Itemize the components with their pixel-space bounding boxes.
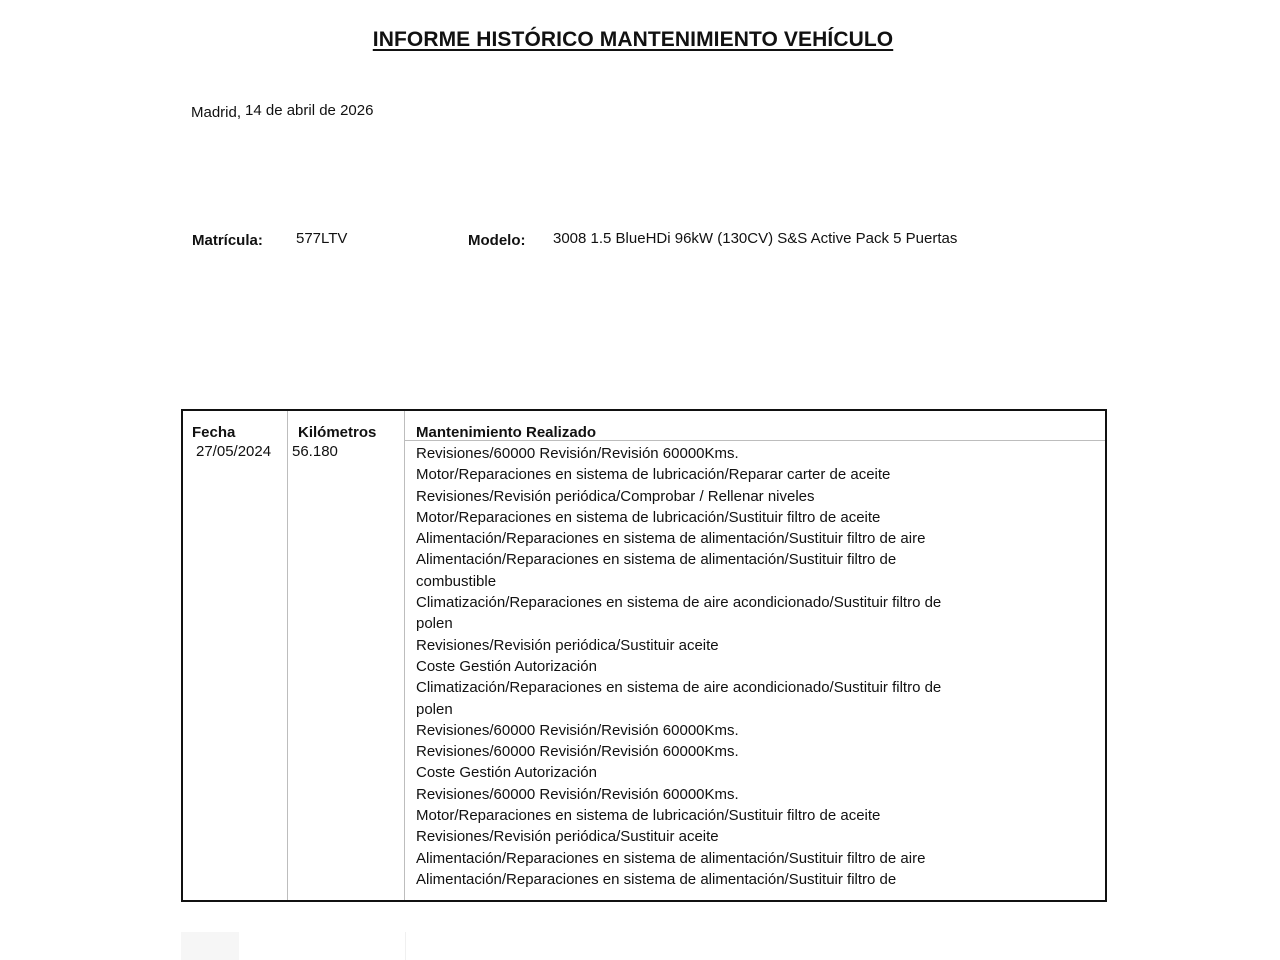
maintenance-item: Revisiones/Revisión periódica/Sustituir aceite: [416, 636, 719, 654]
maintenance-item: Revisiones/60000 Revisión/Revisión 60000Kms.: [416, 721, 739, 739]
maintenance-item: Motor/Reparaciones en sistema de lubricación/Sustituir filtro de aceite: [416, 807, 881, 825]
maintenance-item: Coste Gestión Autorización: [416, 764, 597, 782]
maintenance-item: Coste Gestión Autorización: [416, 657, 597, 675]
maintenance-item: Alimentación/Reparaciones en sistema de alimentación/Sustituir filtro de: [416, 551, 897, 569]
plate-label: Matrícula:: [192, 232, 263, 249]
maintenance-item: combustible: [416, 572, 497, 590]
header-mantenimiento: Mantenimiento Realizado: [416, 424, 597, 441]
next-page-fragment: [181, 932, 239, 960]
header-kilometros: Kilómetros: [298, 424, 377, 441]
maintenance-item: Revisiones/60000 Revisión/Revisión 60000Kms.: [416, 445, 739, 462]
maintenance-items-list: [416, 443, 986, 890]
row-fecha: 27/05/2024: [196, 443, 272, 460]
column-divider: [287, 411, 288, 900]
header-fecha: Fecha: [192, 424, 236, 441]
maintenance-item: polen: [416, 615, 453, 633]
plate-value: 577LTV: [296, 230, 348, 247]
maintenance-item: Alimentación/Reparaciones en sistema de alimentación/Sustituir filtro de aire: [416, 530, 926, 548]
maintenance-item: Revisiones/60000 Revisión/Revisión 60000Kms.: [416, 743, 739, 761]
row-kilometros: 56.180: [292, 443, 338, 460]
maintenance-table: [181, 409, 1107, 902]
maintenance-item: Climatización/Reparaciones en sistema de aire acondicionado/Sustituir filtro de: [416, 679, 942, 697]
column-divider: [404, 411, 405, 900]
report-place: Madrid,: [191, 104, 242, 121]
maintenance-item: Revisiones/Revisión periódica/Comprobar / Rellenar niveles: [416, 487, 815, 505]
maintenance-item: Motor/Reparaciones en sistema de lubricación/Sustituir filtro de aceite: [416, 508, 881, 526]
maintenance-item: Alimentación/Reparaciones en sistema de alimentación/Sustituir filtro de: [416, 870, 897, 888]
maintenance-item: Revisiones/Revisión periódica/Sustituir aceite: [416, 828, 719, 846]
model-value: 3008 1.5 BlueHDi 96kW (130CV) S&S Active Pack 5 Puertas: [553, 230, 958, 247]
maintenance-item: Climatización/Reparaciones en sistema de aire acondicionado/Sustituir filtro de: [416, 594, 942, 612]
maintenance-item: Alimentación/Reparaciones en sistema de alimentación/Sustituir filtro de aire: [416, 849, 926, 867]
maintenance-item: Revisiones/60000 Revisión/Revisión 60000Kms.: [416, 785, 739, 803]
next-page-divider: [405, 932, 406, 960]
maintenance-item: Motor/Reparaciones en sistema de lubricación/Reparar carter de aceite: [416, 466, 891, 484]
model-label: Modelo:: [468, 232, 526, 249]
maintenance-item: polen: [416, 700, 453, 718]
report-title: INFORME HISTÓRICO MANTENIMIENTO VEHÍCULO: [372, 28, 894, 51]
report-date: 14 de abril de 2026: [245, 102, 374, 119]
